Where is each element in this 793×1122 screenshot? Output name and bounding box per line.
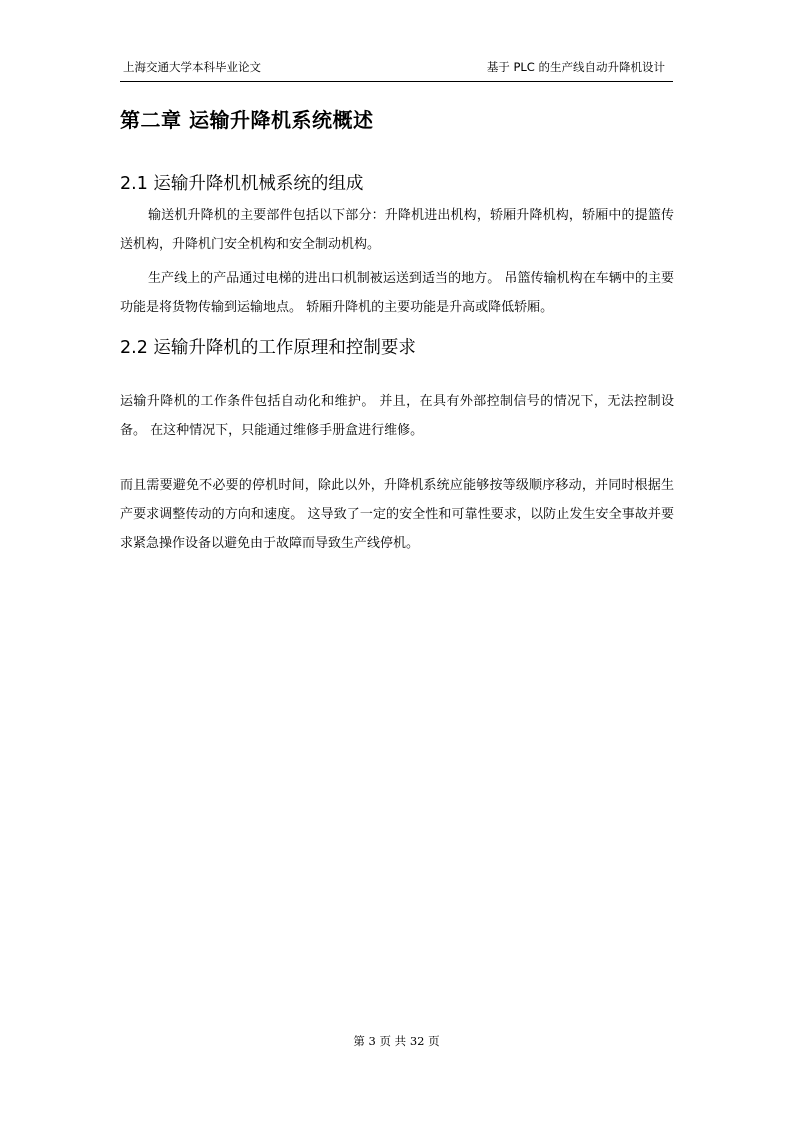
paragraph-2-1-b: 生产线上的产品通过电梯的进出口机制被运送到适当的地方。 吊篮传输机构在车辆中的主要功能是将货物传输到运输地点。 轿厢升降机的主要功能是升高或降低轿厢。 <box>120 271 674 315</box>
page-header <box>120 57 673 82</box>
header-thesis-label: 上海交通大学本科毕业论文 <box>123 60 261 74</box>
section-title-2-2: 2.2 运输升降机的工作原理和控制要求 <box>120 338 416 358</box>
paragraph-2-2-b: 而且需要避免不必要的停机时间，除此以外，升降机系统应能够按等级顺序移动，并同时根据生产要求调整传动的方向和速度。 这导致了一定的安全性和可靠性要求，以防止发生安全事故并要求紧急操作设备以避免由于故障而导致生产线停机。 <box>120 478 674 551</box>
page-number: 第 3 页 共 32 页 <box>353 1034 440 1048</box>
section-title-2-1: 2.1 运输升降机机械系统的组成 <box>120 174 364 194</box>
chapter-title: 第二章 运输升降机系统概述 <box>120 108 374 132</box>
paragraph-2-1-a: 输送机升降机的主要部件包括以下部分：升降机进出机构，轿厢升降机构，轿厢中的提篮传送机构，升降机门安全机构和安全制动机构。 <box>120 208 674 252</box>
header-thesis-title: 基于 PLC 的生产线自动升降机设计 <box>486 60 665 74</box>
paragraph-2-2-a: 运输升降机的工作条件包括自动化和维护。 并且，在具有外部控制信号的情况下，无法控制设备。 在这种情况下，只能通过维修手册盒进行维修。 <box>120 394 674 438</box>
